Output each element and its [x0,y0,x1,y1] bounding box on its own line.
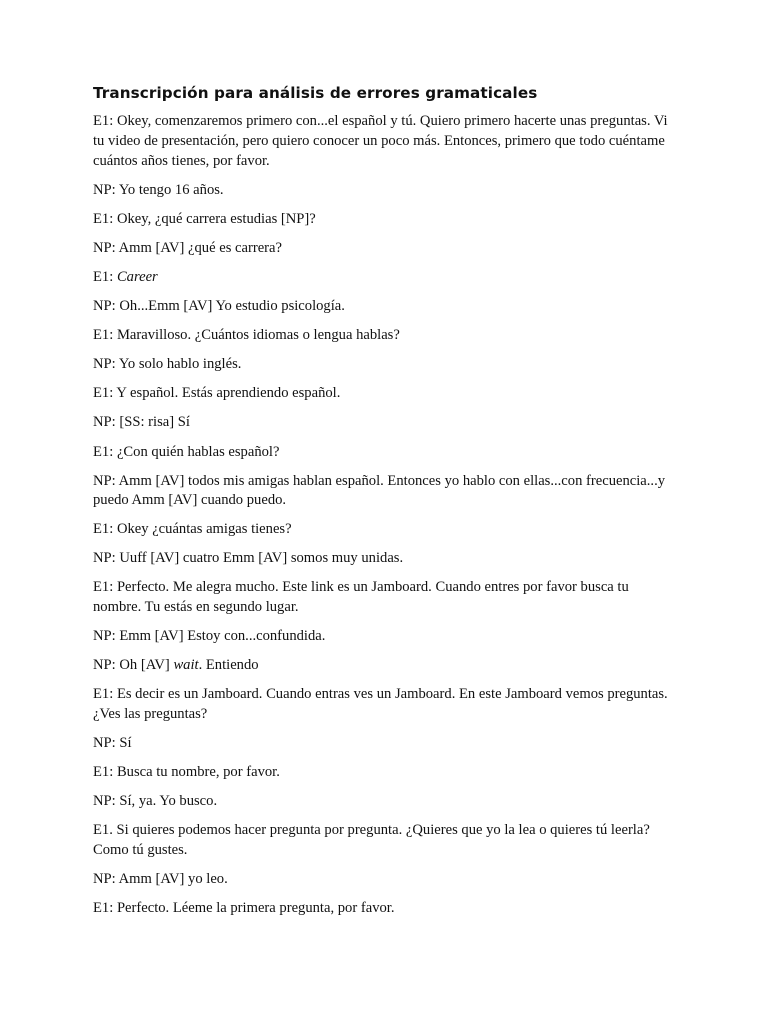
utterance-text [119,550,403,566]
utterance-segment: Yo tengo 16 años. [118,181,224,198]
transcript-body [93,112,678,918]
speaker-label: NP: [93,793,116,810]
speaker-label: NP: [93,298,116,315]
utterance-segment: Okey, ¿qué carrera estudias [NP]? [116,210,316,227]
utterance-segment: Busca tu nombre, por favor. [116,764,280,781]
transcript-page [93,83,678,928]
speaker-label: E1: [93,327,114,344]
speaker-label: E1: [93,764,114,781]
speaker-label: NP: [93,472,116,489]
transcript-turn [93,821,678,860]
speaker-label: E1: [93,443,114,460]
utterance-text [119,735,131,751]
utterance-text [119,793,217,809]
utterance-segment: Amm [AV] ¿qué es carrera? [118,239,282,256]
speaker-label: E1: [93,210,114,227]
transcript-turn [93,239,678,259]
utterance-text [119,182,224,198]
speaker-label: NP: [93,181,116,198]
utterance-segment: Amm [AV] todos mis amigas hablan español. Entonces yo hablo con ellas...con frecuencia...y puedo Amm [AV] cuando puedo. [93,472,666,509]
transcript-turn [93,443,678,463]
speaker-label: NP: [93,239,116,256]
utterance-segment: Es decir es un Jamboard. Cuando entras ves un Jamboard. En este Jamboard vemos preguntas. ¿Ves las preguntas? [93,686,668,722]
speaker-label: NP: [93,871,116,888]
utterance-text [119,298,345,314]
speaker-label: NP: [93,628,116,645]
speaker-label: E1: [93,113,114,130]
transcript-turn [93,472,678,511]
utterance-text [116,385,340,401]
transcript-turn [93,520,678,540]
utterance-segment: Oh...Emm [AV] Yo estudio psicología. [119,298,345,315]
transcript-turn [93,297,678,317]
transcript-turn [93,413,678,433]
utterance-text [93,686,668,722]
speaker-label: E1: [93,686,114,703]
utterance-text [117,521,292,537]
utterance-text [119,240,282,256]
speaker-label: NP: [93,657,116,674]
transcript-turn [93,734,678,754]
italic-text: wait [173,657,199,674]
speaker-label: NP: [93,356,116,373]
transcript-turn [93,792,678,812]
utterance-segment: Perfecto. Me alegra mucho. Este link es un Jamboard. Cuando entres por favor busca tu nombre. Tu estás en segundo lugar. [93,579,629,616]
speaker-label: E1: [93,900,114,917]
speaker-label: NP: [93,550,116,567]
transcript-turn [93,181,678,201]
utterance-segment: Si quieres podemos hacer pregunta por pregunta. ¿Quieres que yo la lea o quieres tú leerla? Como tú gustes. [93,822,650,858]
utterance-segment: Uuff [AV] cuatro Emm [AV] somos muy unidas. [119,550,404,567]
transcript-turn [93,355,678,375]
utterance-segment: Yo solo hablo inglés. [118,356,242,373]
utterance-text [117,327,400,343]
transcript-turn [93,685,678,724]
utterance-text [117,269,158,285]
utterance-segment: Sí, ya. Yo busco. [119,793,218,810]
utterance-segment: Okey ¿cuántas amigas tienes? [116,521,292,538]
utterance-segment: Y español. Estás aprendiendo español. [116,385,341,402]
page-title: Transcripción para análisis de errores gramaticales [93,84,538,102]
utterance-text [117,900,395,916]
speaker-label: E1: [93,579,114,596]
utterance-text [119,356,242,372]
italic-text: Career [116,268,158,285]
transcript-turn [93,384,678,404]
utterance-segment: Oh [AV] [119,657,174,674]
transcript-turn [93,899,678,919]
speaker-label: E1: [93,385,114,402]
utterance-text [93,473,665,509]
utterance-segment: Emm [AV] Estoy con...confundida. [119,628,326,645]
transcript-turn [93,627,678,647]
utterance-text [93,579,629,615]
transcript-turn [93,578,678,617]
utterance-text [119,628,325,644]
utterance-segment: [SS: risa] Sí [119,414,190,431]
transcript-turn [93,656,678,676]
utterance-text [93,822,650,858]
utterance-text [119,871,228,887]
utterance-text [119,657,258,673]
utterance-segment: . Entiendo [198,657,259,674]
utterance-text [117,764,280,780]
transcript-turn [93,549,678,569]
utterance-text [117,211,316,227]
transcript-turn [93,326,678,346]
transcript-turn [93,763,678,783]
utterance-text [119,414,190,430]
utterance-text [117,444,280,460]
utterance-segment: Sí [119,735,132,752]
utterance-segment: Okey, comenzaremos primero con...el español y tú. Quiero primero hacerte unas preguntas. Vi tu video de presentación, pero quiero conocer un poco más. Entonces, primero que todo cuéntame cuántos años tienes, por favor. [93,113,668,169]
transcript-turn [93,210,678,230]
utterance-segment: Amm [AV] yo leo. [118,871,228,888]
speaker-label: E1: [93,521,114,538]
transcript-turn [93,268,678,288]
transcript-turn [93,870,678,890]
transcript-turn [93,112,678,171]
utterance-segment: ¿Con quién hablas español? [116,443,280,460]
utterance-segment: Maravilloso. ¿Cuántos idiomas o lengua hablas? [116,327,400,344]
utterance-segment: Perfecto. Léeme la primera pregunta, por favor. [116,900,395,917]
speaker-label: E1. [93,822,113,839]
speaker-label: E1: [93,268,114,285]
speaker-label: NP: [93,735,116,752]
utterance-text [93,113,668,168]
speaker-label: NP: [93,414,116,431]
